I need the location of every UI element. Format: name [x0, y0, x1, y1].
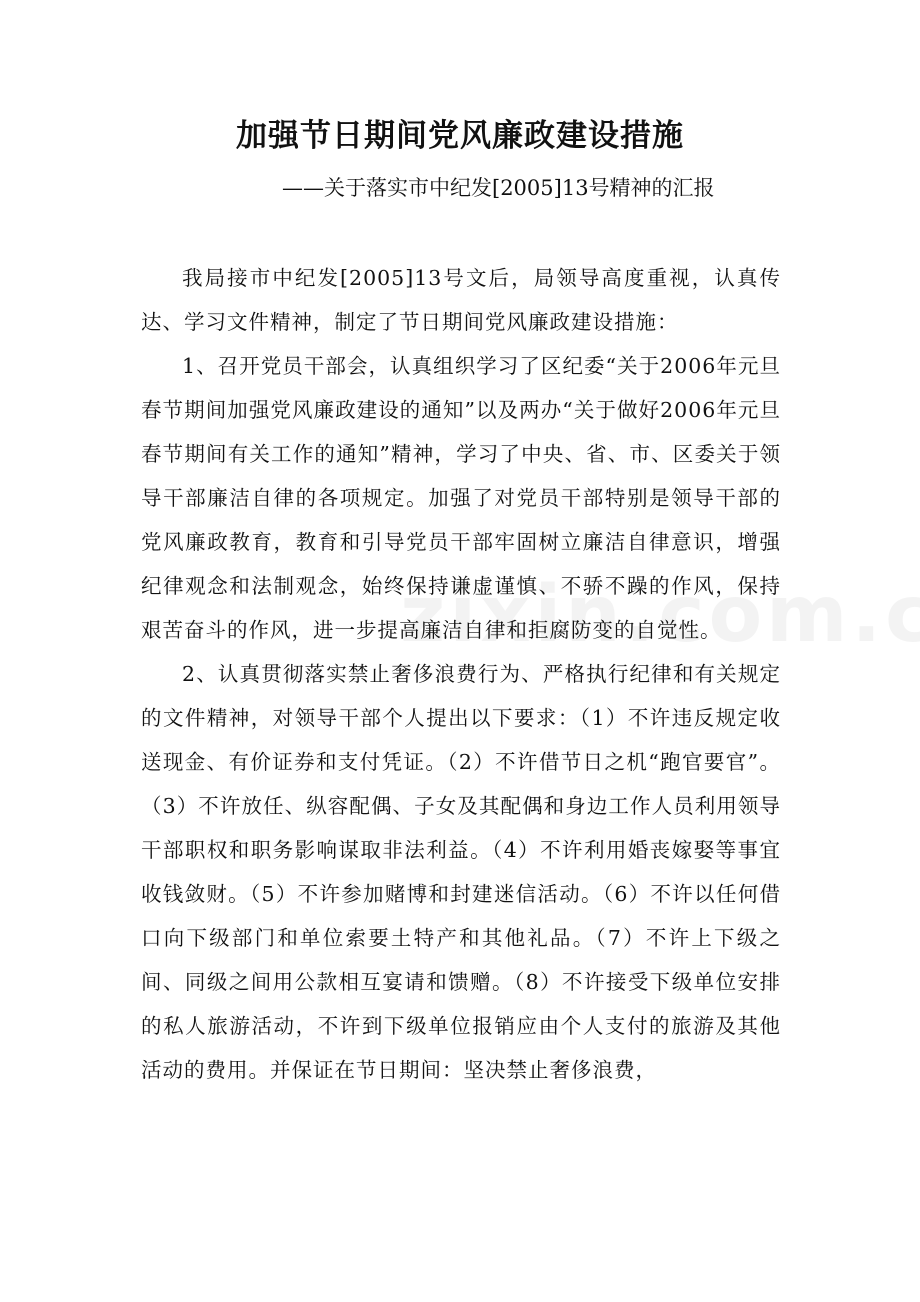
- measure-1-paragraph: 1、召开党员干部会，认真组织学习了区纪委“关于2006年元旦春节期间加强党风廉政建设的通知”以及两办“关于做好2006年元旦春节期间有关工作的通知”精神，学习了中央、省、市、区委关于领导干部廉洁自律的各项规定。加强了对党员干部特别是领导干部的党风廉政教育，教育和引导党员干部牢固树立廉洁自律意识，增强纪律观念和法制观念，始终保持谦虚谨慎、不骄不躁的作风，保持艰苦奋斗的作风，进一步提高廉洁自律和拒腐防变的自觉性。: [141, 354, 781, 642]
- document-title: 加强节日期间党风廉政建设措施: [236, 118, 684, 154]
- document-body: [141, 256, 781, 1092]
- intro-paragraph: 我局接市中纪发[2005]13号文后，局领导高度重视，认真传达、学习文件精神，制定了节日期间党风廉政建设措施：: [141, 266, 781, 334]
- measure-2-paragraph: 2、认真贯彻落实禁止奢侈浪费行为、严格执行纪律和有关规定的文件精神，对领导干部个人提出以下要求：（1）不许违反规定收送现金、有价证券和支付凭证。（2）不许借节日之机“跑官要官”。（3）不许放任、纵容配偶、子女及其配偶和身边工作人员利用领导干部职权和职务影响谋取非法利益。（4）不许利用婚丧嫁娶等事宜收钱敛财。（5）不许参加赌博和封建迷信活动。（6）不许以任何借口向下级部门和单位索要土特产和其他礼品。（7）不许上下级之间、同级之间用公款相互宴请和馈赠。（8）不许接受下级单位安排的私人旅游活动，不许到下级单位报销应由个人支付的旅游及其他活动的费用。并保证在节日期间：坚决禁止奢侈浪费，: [141, 662, 781, 1082]
- document-subtitle: ——关于落实市中纪发[2005]13号精神的汇报: [282, 176, 715, 200]
